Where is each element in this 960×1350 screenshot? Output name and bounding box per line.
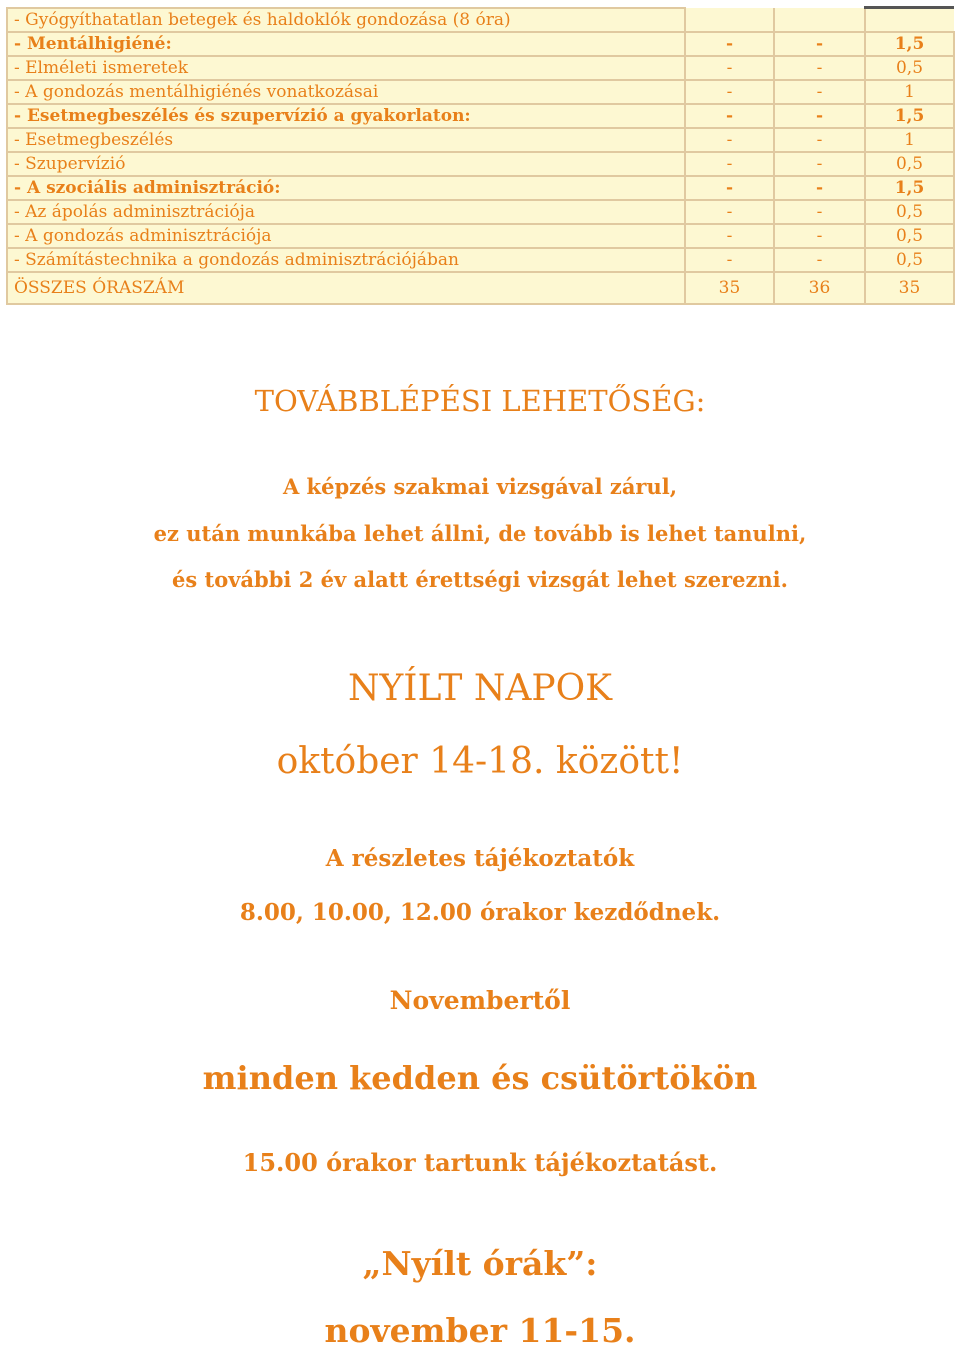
total-c2: 36: [774, 272, 865, 304]
info-line-1: A részletes tájékoztatók: [325, 845, 635, 872]
row-c2: -: [774, 176, 865, 200]
row-c3: 1: [865, 128, 954, 152]
open-days-title: NYÍLT NAPOK: [347, 668, 613, 709]
row-name: - A szociális adminisztráció:: [7, 176, 685, 200]
row-c2: -: [774, 56, 865, 80]
further-line-2: ez után munkába lehet állni, de tovább is lehet tanulni,: [153, 521, 807, 546]
table-row: [7, 8, 954, 33]
table-row: [7, 224, 954, 248]
row-name: - Szupervízió: [7, 152, 685, 176]
table-row: [7, 200, 954, 224]
total-label: ÖSSZES ÓRASZÁM: [7, 272, 685, 304]
row-c3: 1: [865, 80, 954, 104]
row-c1: -: [685, 224, 774, 248]
row-c1: -: [685, 128, 774, 152]
row-name: - Mentálhigiéné:: [7, 32, 685, 56]
total-c1: 35: [685, 272, 774, 304]
further-line-3: és további 2 év alatt érettségi vizsgát lehet szerezni.: [172, 567, 788, 592]
table-row: [7, 56, 954, 80]
row-c1: -: [685, 32, 774, 56]
row-c3: 0,5: [865, 56, 954, 80]
days-line: minden kedden és csütörtökön: [202, 1059, 758, 1097]
row-c1: -: [685, 248, 774, 272]
row-name: - Esetmegbeszélés és szupervízió a gyakorlaton:: [7, 104, 685, 128]
row-c3: 0,5: [865, 248, 954, 272]
total-c3: 35: [865, 272, 954, 304]
row-c3: 1,5: [865, 176, 954, 200]
row-c2: -: [774, 200, 865, 224]
row-c3: 0,5: [865, 200, 954, 224]
further-title: TOVÁBBLÉPÉSI LEHETŐSÉG:: [254, 384, 706, 418]
curriculum-table-container: [6, 6, 954, 305]
row-c1: [685, 8, 774, 33]
total-row: [7, 272, 954, 304]
table-row: [7, 32, 954, 56]
row-c1: -: [685, 176, 774, 200]
table-row: [7, 248, 954, 272]
row-c3: [865, 8, 954, 33]
time-line: 15.00 órakor tartunk tájékoztatást.: [242, 1148, 718, 1177]
open-lessons-title: „Nyílt órák”:: [362, 1244, 598, 1283]
info-line-2: 8.00, 10.00, 12.00 órakor kezdődnek.: [239, 899, 721, 926]
row-name: - Gyógyíthatatlan betegek és haldoklók gondozása (8 óra): [7, 8, 685, 33]
row-c1: -: [685, 152, 774, 176]
table-row: [7, 152, 954, 176]
row-c2: -: [774, 248, 865, 272]
open-days-dates: október 14-18. között!: [276, 741, 684, 782]
row-name: - Elméleti ismeretek: [7, 56, 685, 80]
row-c1: -: [685, 104, 774, 128]
table-row: [7, 104, 954, 128]
row-c1: -: [685, 56, 774, 80]
row-name: - A gondozás adminisztrációja: [7, 224, 685, 248]
table-row: [7, 176, 954, 200]
row-c1: -: [685, 200, 774, 224]
row-c2: -: [774, 152, 865, 176]
row-c3: 0,5: [865, 224, 954, 248]
row-c3: 1,5: [865, 32, 954, 56]
row-c2: -: [774, 128, 865, 152]
row-c2: -: [774, 80, 865, 104]
row-c1: -: [685, 80, 774, 104]
table-row: [7, 128, 954, 152]
further-line-1: A képzés szakmai vizsgával zárul,: [282, 474, 678, 499]
from-november: Novembertől: [389, 986, 571, 1015]
row-name: - Számítástechnika a gondozás adminisztrációjában: [7, 248, 685, 272]
row-c2: -: [774, 224, 865, 248]
curriculum-table: [6, 6, 955, 305]
row-c2: [774, 8, 865, 33]
table-row: [7, 80, 954, 104]
row-c2: -: [774, 32, 865, 56]
row-name: - Esetmegbeszélés: [7, 128, 685, 152]
row-name: - Az ápolás adminisztrációja: [7, 200, 685, 224]
row-name: - A gondozás mentálhigiénés vonatkozásai: [7, 80, 685, 104]
row-c2: -: [774, 104, 865, 128]
open-lessons-dates: november 11-15.: [324, 1311, 636, 1350]
row-c3: 1,5: [865, 104, 954, 128]
row-c3: 0,5: [865, 152, 954, 176]
